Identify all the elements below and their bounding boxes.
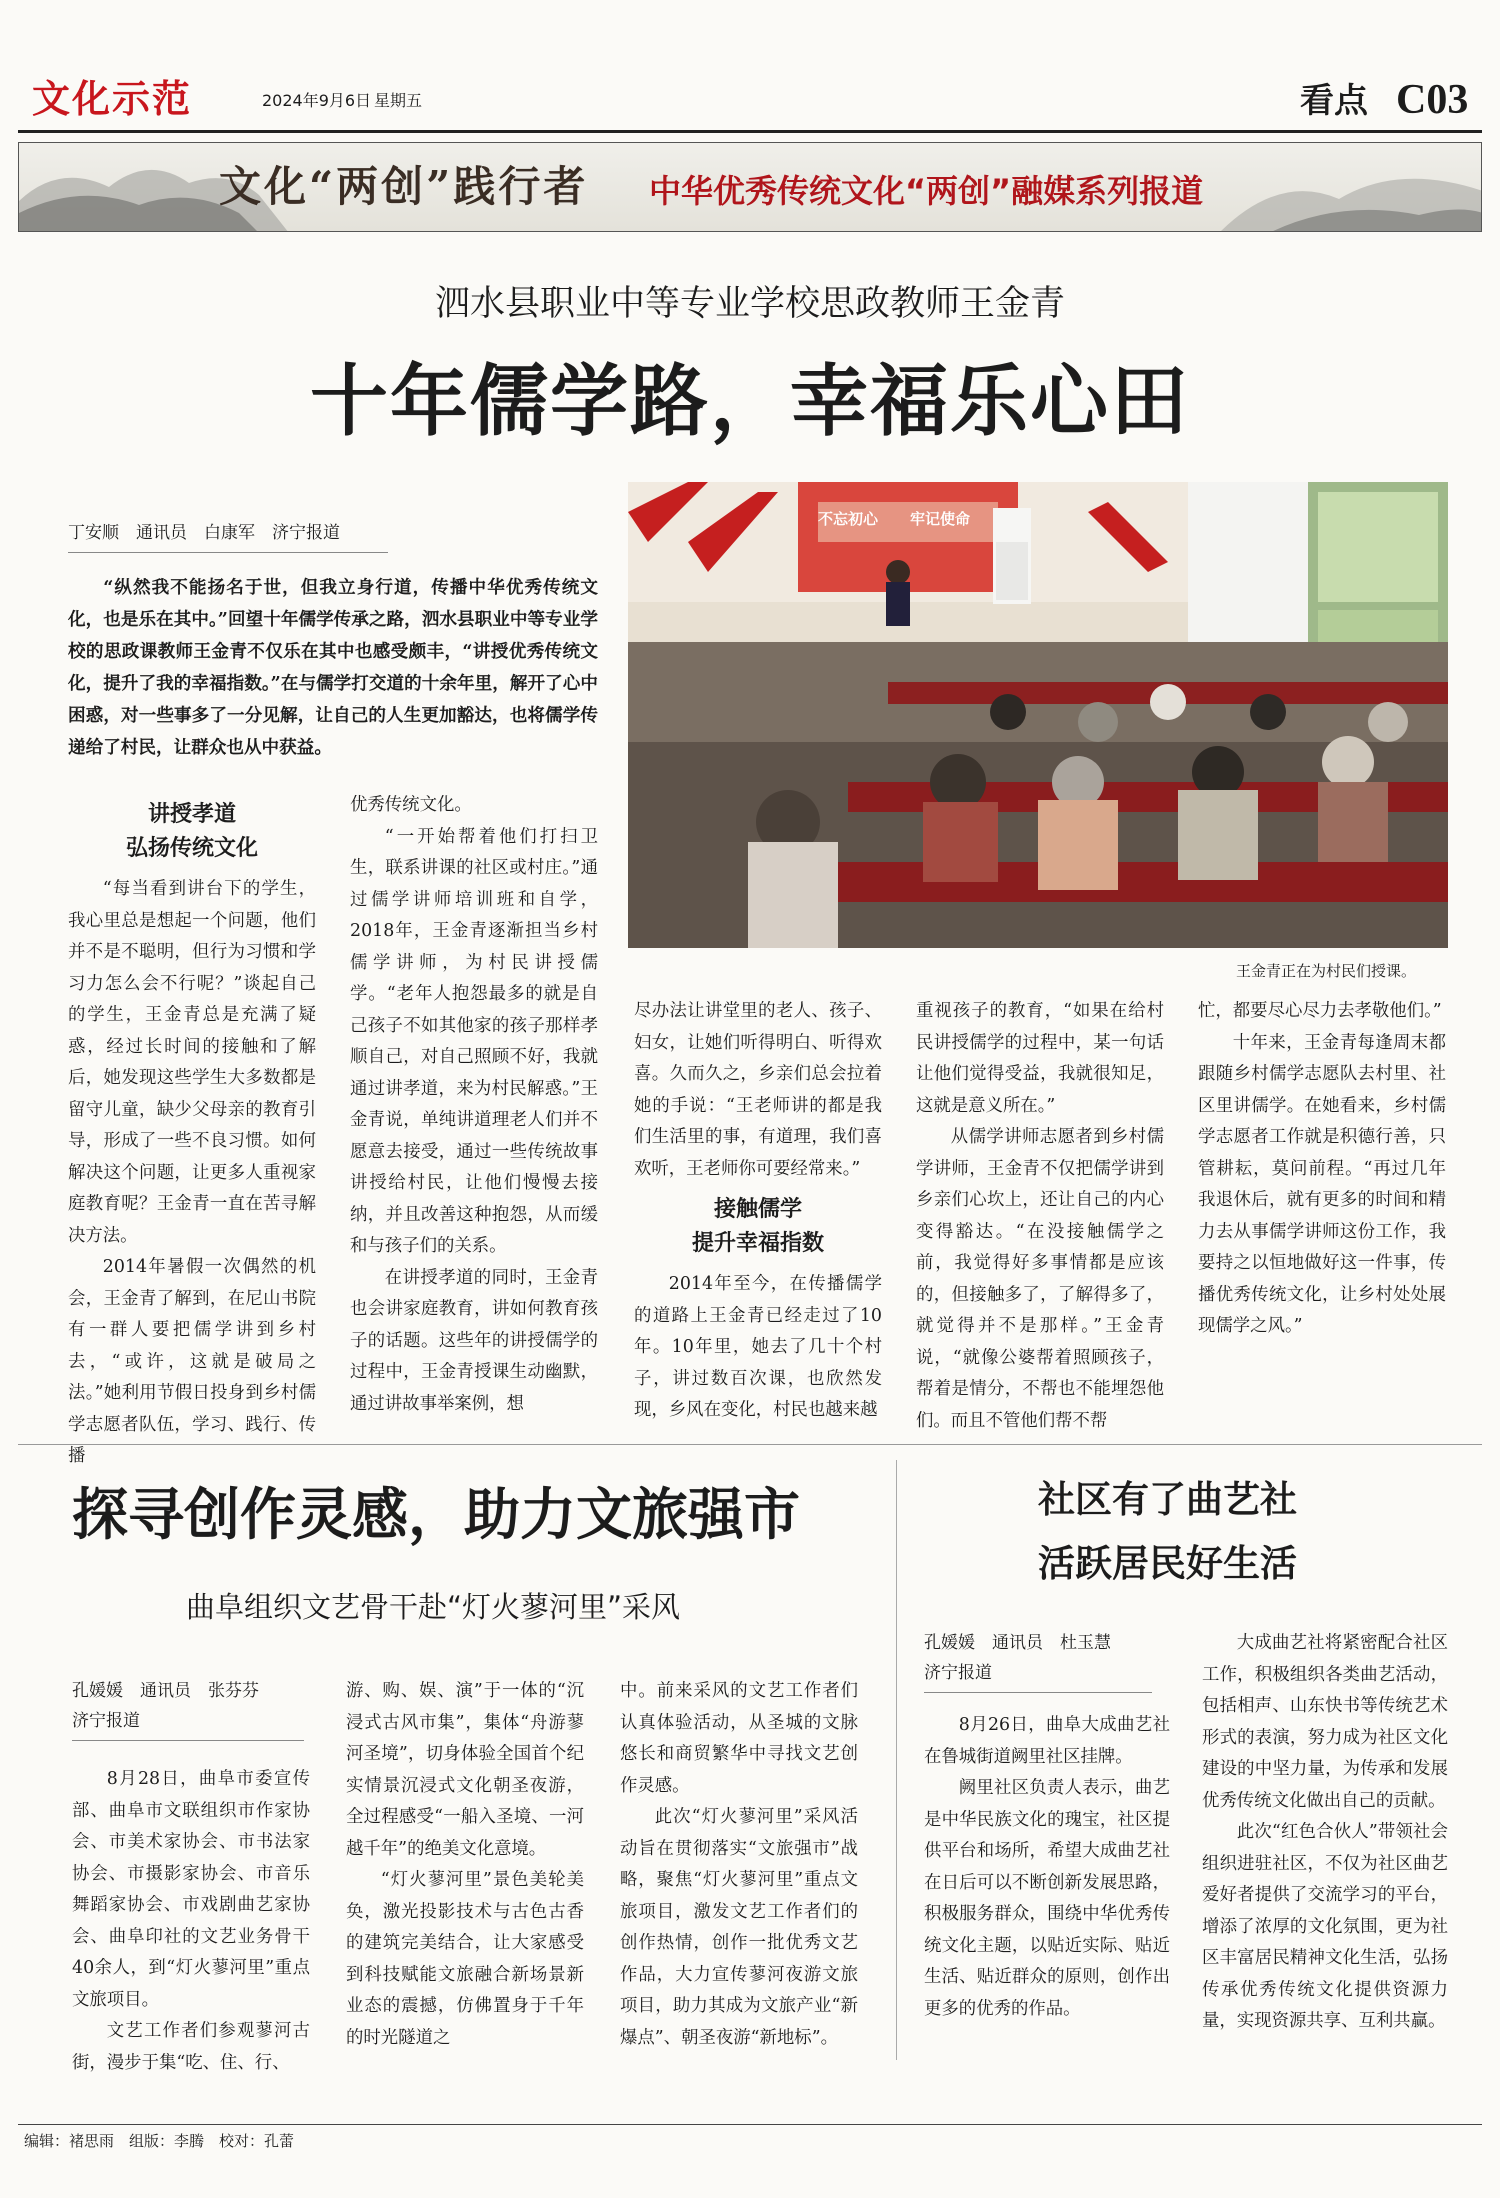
- lead-paragraph: “纵然我不能扬名于世，但我立身行道，传播中华优秀传统文化，也是乐在其中。”回望十年儒学传承之路，泗水县职业中等专业学校的思政课教师王金青不仅乐在其中也感受颇丰，“讲授优秀传统文化，提升了我的幸福指数。”在与儒学打交道的十余年里，解开了心中困惑，对一些事多了一分见解，让自己的人生更加豁达，也将儒学传递给了村民，让群众也从中获益。: [68, 577, 598, 758]
- masthead-logo: 文化示范: [32, 77, 193, 121]
- byline-line: 济宁报道: [924, 1663, 992, 1683]
- series-banner: [18, 142, 1482, 232]
- article1-column-3: [634, 996, 882, 1427]
- paragraph: 忙，都要尽心尽力去孝敬他们。”: [1198, 1001, 1442, 1021]
- paragraph: 重视孩子的教育，“如果在给村民讲授儒学的过程中，某一句话让他们觉得受益，我就很知足，这就是意义所在。”: [916, 1001, 1164, 1116]
- paragraph: 2014年至今，在传播儒学的道路上王金青已经走过了10年。10年里，她去了几十个村子，讲过数百次课，也欣然发现，乡风在变化，村民也越来越: [634, 1274, 882, 1420]
- article2-kicker: 曲阜组织文艺骨干赴“灯火蓼河里”采风: [186, 1590, 681, 1624]
- paragraph: 中。前来采风的文艺工作者们认真体验活动，从圣城的文脉悠长和商贸繁华中寻找文艺创作灵感。: [620, 1681, 858, 1796]
- article3-column-1: [924, 1710, 1170, 2025]
- article3-headline-line-1: 社区有了曲艺社: [1038, 1477, 1297, 1521]
- article3-column-2: [1202, 1628, 1448, 2038]
- article3-byline: [924, 1628, 1152, 1693]
- article2-column-1: [72, 1764, 310, 2079]
- paragraph: “一开始帮着他们打扫卫生，联系讲课的社区或村庄。”通过儒学讲师培训班和自学，2018年，王金青逐渐担当乡村儒学讲师，为村民讲授儒学。“老年人抱怨最多的就是自己孩子不如其他家的孩子那样孝顺自己，对自己照顾不好，我就通过讲孝道，来为村民解惑。”王金青说，单纯讲道理老人们并不愿意去接受，通过一些传统故事讲授给村民，让他们慢慢去接纳，并且改善这种抱怨，从而缓和与孩子们的关系。: [350, 826, 598, 1256]
- article-divider: [18, 1444, 1482, 1445]
- paragraph: 阙里社区负责人表示，曲艺是中华民族文化的瑰宝，社区提供平台和场所，希望大成曲艺社在日后可以不断创新发展思路，积极服务群众，围绕中华优秀传统文化主题，以贴近实际、贴近生活、贴近群众的原则，创作出更多的优秀的作品。: [924, 1778, 1170, 2019]
- issue-weekday: 星期五: [374, 91, 423, 110]
- masthead-rule: [18, 130, 1482, 133]
- footer-credits: 编辑：褚思雨 组版：李腾 校对：孔蕾: [24, 2132, 295, 2150]
- paragraph: “每当看到讲台下的学生，我心里总是想起一个问题，他们并不是不聪明，但行为习惯和学习力怎么会不行呢？”谈起自己的学生，王金青总是充满了疑惑，经过长时间的接触和了解后，她发现这些学生大多数都是留守儿童，缺少父母亲的教育引导，形成了一些不良习惯。如何解决这个问题，让更多人重视家庭教育呢？王金青一直在苦寻解决方法。: [68, 879, 316, 1246]
- article-photo: [628, 482, 1448, 948]
- article2-column-2: [346, 1676, 584, 2054]
- paragraph: 大成曲艺社将紧密配合社区工作，积极组织各类曲艺活动，包括相声、山东快书等传统艺术形式的表演，努力成为社区文化建设的中坚力量，为传承和发展优秀传统文化做出自己的贡献。: [1202, 1633, 1448, 1811]
- footer-rule: [18, 2124, 1482, 2125]
- paragraph: 优秀传统文化。: [350, 795, 472, 815]
- paragraph: 游、购、娱、演”于一体的“沉浸式古风市集”，集体“舟游蓼河圣境”，切身体验全国首个纪实情景沉浸式文化朝圣夜游，全过程感受“一船入圣境、一河越千年”的绝美文化意境。: [346, 1681, 584, 1859]
- byline-line: 孔媛媛 通讯员 杜玉慧: [924, 1633, 1111, 1653]
- article1-lead: [68, 572, 598, 764]
- subheading-1: 讲授孝道 弘扬传统文化: [125, 802, 258, 861]
- article1-headline: 十年儒学路，幸福乐心田: [309, 356, 1190, 447]
- article1-column-1: [68, 798, 316, 1473]
- paragraph: 8月28日，曲阜市委宣传部、曲阜市文联组织市作家协会、市美术家协会、市书法家协会、市摄影家协会、市音乐舞蹈家协会、市戏剧曲艺家协会、曲阜印社的文艺业务骨干40余人，到“灯火蓼河里”重点文旅项目。: [72, 1769, 310, 2010]
- paragraph: “灯火蓼河里”景色美轮美奂，激光投影技术与古色古香的建筑完美结合，让大家感受到科技赋能文旅融合新场景新业态的震撼，仿佛置身于千年的时光隧道之: [346, 1870, 584, 2048]
- article2-column-3: [620, 1676, 858, 2054]
- photo-caption: 王金青正在为村民们授课。: [1236, 962, 1417, 980]
- paragraph: 十年来，王金青每逢周末都跟随乡村儒学志愿队去村里、社区里讲儒学。在她看来，乡村儒学志愿者工作就是积德行善，只管耕耘，莫问前程。“再过几年我退休后，就有更多的时间和精力去从事儒学讲师这份工作，我要持之以恒地做好这一件事，传播优秀传统文化，让乡村处处展现儒学之风。”: [1198, 1032, 1446, 1336]
- photo-banner-slogan-1: 不忘初心: [818, 510, 879, 528]
- byline-line: 济宁报道: [72, 1711, 140, 1731]
- photo-banner-slogan-2: 牢记使命: [910, 510, 971, 528]
- paragraph: 在讲授孝道的同时，王金青也会讲家庭教育，讲如何教育孩子的话题。这些年的讲授儒学的过程中，王金青授课生动幽默，通过讲故事举案例，想: [350, 1267, 598, 1414]
- issue-date: 2024年9月6日: [262, 91, 372, 110]
- byline-line: 孔媛媛 通讯员 张芬芬: [72, 1681, 259, 1701]
- article2-headline: 探寻创作灵感，助力文旅强市: [72, 1482, 800, 1548]
- paragraph: 2014年暑假一次偶然的机会，王金青了解到，在尼山书院有一群人要把儒学讲到乡村去，“或许，这就是破局之法。”她利用节假日投身到乡村儒学志愿者队伍，学习、践行、传播: [68, 1257, 316, 1466]
- article1-column-5: [1198, 996, 1446, 1343]
- paragraph: 8月26日，曲阜大成曲艺社在鲁城街道阙里社区挂牌。: [924, 1715, 1170, 1767]
- article1-kicker: 泗水县职业中等专业学校思政教师王金青: [434, 284, 1065, 324]
- classroom-photo-illustration: [628, 482, 1448, 948]
- subheading-2: 接触儒学 提升幸福指数: [691, 1197, 824, 1256]
- article2-byline: [72, 1676, 304, 1741]
- page-number: C03: [1396, 77, 1469, 123]
- article1-byline: 丁安顺 通讯员 白康军 济宁报道: [68, 518, 388, 553]
- article3-headline-line-2: 活跃居民好生活: [1038, 1541, 1297, 1585]
- article1-column-4: [916, 996, 1164, 1437]
- article1-column-2: [350, 790, 598, 1420]
- paragraph: 文艺工作者们参观蓼河古街，漫步于集“吃、住、行、: [72, 2021, 310, 2073]
- section-name: 看点: [1300, 81, 1368, 121]
- column-divider: [896, 1460, 897, 2060]
- paragraph: 此次“灯火蓼河里”采风活动旨在贯彻落实“文旅强市”战略，聚焦“灯火蓼河里”重点文旅项目，激发文艺工作者们的创作热情，创作一批优秀文艺作品，大力宣传蓼河夜游文旅项目，助力其成为文旅产业“新爆点”、朝圣夜游“新地标”。: [620, 1807, 858, 2048]
- paragraph: 此次“红色合伙人”带领社会组织进驻社区，不仅为社区曲艺爱好者提供了交流学习的平台，增添了浓厚的文化氛围，更为社区丰富居民精神文化生活，弘扬传承优秀传统文化提供资源力量，实现资源共享、互利共赢。: [1202, 1822, 1448, 2031]
- paragraph: 从儒学讲师志愿者到乡村儒学讲师，王金青不仅把儒学讲到乡亲们心坎上，还让自己的内心变得豁达。“在没接触儒学之前，我觉得好多事情都是应该的，但接触多了，了解得多了，就觉得并不是那样。”王金青说，“就像公婆帮着照顾孩子，帮着是情分，不帮也不能埋怨他们。而且不管他们帮不帮: [916, 1127, 1164, 1431]
- paragraph: 尽办法让讲堂里的老人、孩子、妇女，让她们听得明白、听得欢喜。久而久之，乡亲们总会拉着她的手说：“王老师讲的都是我们生活里的事，有道理，我们喜欢听，王老师你可要经常来。”: [634, 1001, 882, 1179]
- banner-subtitle: 中华优秀传统文化“两创”融媒系列报道: [649, 172, 1204, 210]
- banner-title: 文化“两创”践行者: [219, 162, 589, 211]
